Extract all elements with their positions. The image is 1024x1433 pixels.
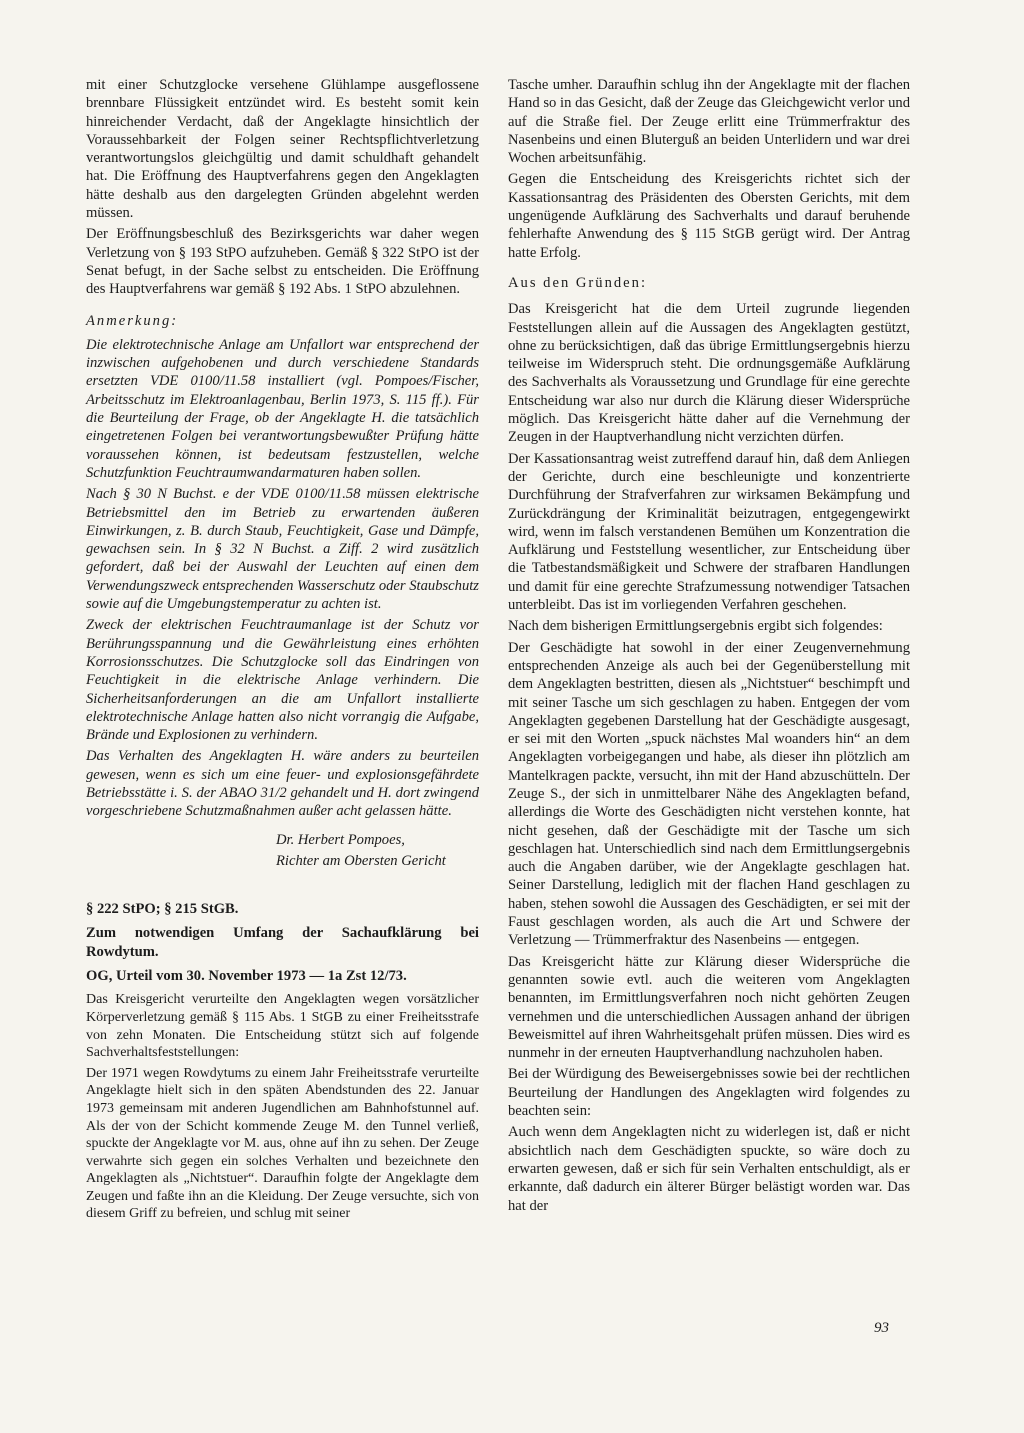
paragraph: Das Kreisgericht verurteilte den Angeklagten wegen vorsätzlicher Körperverletzung gemäß § 115 Abs. 1 StGB zu einer Freiheitsstrafe von zehn Monaten. Die Entscheidung stützt sich auf folgende Sachverhaltsfeststellungen:	[86, 992, 479, 1061]
right-column	[508, 76, 910, 1218]
paragraph: Der Geschädigte hat sowohl in der einer Zeugenvernehmung entsprechenden Anzeige als auch bei der Gegenüberstellung mit dem Angeklagten bestritten, diesen als „Nichtstuer“ beschimpft und mit seiner Tasche um sich geschlagen zu haben. Entgegen der vom Angeklagten gegebenen Darstellung hat der Geschädigte ausgesagt, er sei mit den Worten „spuck nächstes Mal woanders hin“ an dem Angeklagten vorbeigegangen und habe, als dieser ihn plötzlich am Mantelkragen packte, versucht, ihn mit der Hand abzuschütteln. Der Zeuge S., der sich in unmittelbarer Nähe des Angeklagten befand, allerdings die Worte des Geschädigten nicht verstehen konnte, hat nicht gesehen, daß der Geschädigte mit der Tasche um sich geschlagen hat. Unterschiedlich sind nach dem Ermittlungsergebnis auch die Angaben darüber, wie der Angeklagte geschlagen hat. Seiner Darstellung, lediglich mit der flachen Hand geschlagen zu haben, stehen sowohl die Aussagen des Geschädigten, er sei mit der Faust geschlagen worden, als auch die Art und Schwere der Verletzung — Trümmerfraktur des Nasenbeins — entgegen.	[508, 639, 910, 949]
left-column	[86, 76, 479, 1226]
reasons-heading: Aus den Gründen:	[508, 274, 648, 291]
annotation-paragraph: Die elektrotechnische Anlage am Unfallort war entsprechend der inzwischen aufgehobenen und durch verschiedene Standards ersetzten VDE 0100/11.58 installiert (vgl. Pompoes/Fischer, Arbeitsschutz im Elektroanlagenbau, Berlin 1973, S. 115 ff.). Für die Beurteilung der Frage, ob der Angeklagte H. die tatsächlich eingetretenen Folgen bei verantwortungsbewußter Prüfung hätte voraussehen können, ist bedeutsam festzustellen, welche Schutzfunktion Feuchtraumwandarmaturen haben sollen.	[86, 336, 479, 481]
paragraph: Auch wenn dem Angeklagten nicht zu widerlegen ist, daß er nicht absichtlich nach dem Geschädigten spuckte, so wäre doch zu erwarten gewesen, daß er sich für sein Verhalten entschuldigt, als er erkannte, daß dadurch ein älterer Bürger belästigt worden war. Das hat der	[508, 1124, 910, 1214]
paragraph: Bei der Würdigung des Beweisergebnisses sowie bei der rechtlichen Beurteilung der Handlungen des Angeklagten wird folgendes zu beachten sein:	[508, 1066, 910, 1120]
case-title: Zum notwendigen Umfang der Sachaufklärung bei Rowdytum.	[86, 925, 479, 960]
paragraph: Nach dem bisherigen Ermittlungsergebnis ergibt sich folgendes:	[508, 618, 883, 635]
paragraph: Der 1971 wegen Rowdytums zu einem Jahr Freiheitsstrafe verurteilte Angeklagte hielt sich in den späten Abendstunden des 22. Januar 1973 gemeinsam mit anderen Jugendlichen am Bahnhofstunnel auf. Als der von der Schicht kommende Zeuge M. den Tunnel verließ, spuckte der Angeklagte vor M. aus, ohne auf ihn zu sehen. Der Zeuge verwahrte sich gegen ein solches Verhalten und bezeichnete den Angeklagten als „Nichtstuer“. Daraufhin folgte der Angeklagte dem Zeugen und faßte ihn an die Kleidung. Der Zeuge versuchte, sich von diesem Griff zu befreien, und schlug mit seiner	[86, 1065, 479, 1222]
signature-title: Richter am Obersten Gericht	[276, 852, 446, 869]
paragraph: Das Kreisgericht hätte zur Klärung dieser Widersprüche die genannten sowie evtl. auch die weiteren vom Angeklagten benannten, im Ermittlungsverfahren noch nicht gehörten Zeugen vernehmen und die unterschiedlichen Aussagen anhand der übrigen Beweismittel auf ihren Wahrheitsgehalt prüfen müssen. Dies wird es nunmehr in der erneuten Hauptverhandlung nachzuholen haben.	[508, 953, 910, 1062]
paragraph: Das Kreisgericht hat die dem Urteil zugrunde liegenden Feststellungen allein auf die Aussagen des Angeklagten gestützt, ohne zu berücksichtigen, daß das übrige Ermittlungsergebnis hierzu teilweise im Widerspruch steht. Die ordnungsgemäße Aufklärung des Sachverhalts als Voraussetzung und Grundlage für eine gerechte Entscheidung war also nur durch die Klärung dieser Widersprüche möglich. Das Kreisgericht hätte daher auf die Vernehmung der Zeugen in der Hauptverhandlung nicht verzichten dürfen.	[508, 301, 910, 446]
annotation-paragraph: Nach § 30 N Buchst. e der VDE 0100/11.58 müssen elektrische Betriebsmittel den im Betrieb zu erwartenden äußeren Einwirkungen, z. B. durch Staub, Feuchtigkeit, Gase und Dämpfe, gewachsen sein. In § 32 N Buchst. a Ziff. 2 wird zusätzlich gefordert, daß bei der Auswahl der Leuchten auf einen dem Verwendungszweck entsprechenden Wasserschutz oder Staubschutz sowie auf die Umgebungstemperatur zu achten ist.	[86, 486, 479, 613]
paragraph: Der Eröffnungsbeschluß des Bezirksgerichts war daher wegen Verletzung von § 193 StPO aufzuheben. Gemäß § 322 StPO ist der Senat befugt, in der Sache selbst zu entscheiden. Die Eröffnung des Hauptverfahrens war gemäß § 192 Abs. 1 StPO abzulehnen.	[86, 226, 479, 298]
paragraph: Gegen die Entscheidung des Kreisgerichts richtet sich der Kassationsantrag des Präsidenten des Obersten Gerichts, mit dem ungenügende Aufklärung des Sachverhalts und darauf beruhende fehlerhafte Anwendung des § 115 StGB gerügt wird. Der Antrag hatte Erfolg.	[508, 171, 910, 261]
annotation-paragraph: Zweck der elektrischen Feuchtraumanlage ist der Schutz vor Berührungsspannung und die Gewährleistung eines erhöhten Korrosionsschutzes. Die Schutzglocke soll das Eindringen von Feuchtigkeit in die elektrische Anlage verhindern. Die Sicherheitsanforderungen an die am Unfallort installierte elektrotechnische Anlage hatten also nicht vorrangig die Aufgabe, Brände und Explosionen zu verhindern.	[86, 617, 479, 744]
paragraph: Tasche umher. Daraufhin schlug ihn der Angeklagte mit der flachen Hand so in das Gesicht, daß der Zeuge das Gleichgewicht verlor und auf die Straße fiel. Der Zeuge erlitt eine Trümmerfraktur des Nasenbeins und einen Bluterguß an beiden Unterlidern und war drei Wochen arbeitsunfähig.	[508, 77, 910, 167]
paragraph: mit einer Schutzglocke versehene Glühlampe ausgeflossene brennbare Flüssigkeit entzündet wird. Es besteht somit kein hinreichender Verdacht, daß der Angeklagte hinsichtlich der Voraussehbarkeit der Folgen seiner Rechtspflichtverletzung verantwortungslos gleichgültig und damit schuldhaft gehandelt hat. Die Eröffnung des Hauptverfahrens gegen den Angeklagten hätte deshalb aus den dargelegten Gründen abgelehnt werden müssen.	[86, 77, 479, 222]
paragraph: Der Kassationsantrag weist zutreffend darauf hin, daß dem Anliegen der Gerichte, durch eine beschleunigte und konzentrierte Durchführung der Strafverfahren zur wirksamen Bekämpfung und Zurückdrängung der Kriminalität beizutragen, entgegengewirkt wird, wenn im falsch verstandenen Bemühen um Konzentration die Aufklärung und Feststellung wesentlicher, zur Entscheidung über die Tatbestandsmäßigkeit und Schwere der strafbaren Handlungen und damit für eine gerechte Strafzumessung notwendiger Tatsachen unterbleibt. Das ist im vorliegenden Verfahren geschehen.	[508, 450, 910, 614]
signature-name: Dr. Herbert Pompoes,	[276, 831, 405, 848]
case-citation: § 222 StPO; § 215 StGB.	[86, 901, 239, 918]
annotation-paragraph: Das Verhalten des Angeklagten H. wäre anders zu beurteilen gewesen, wenn es sich um eine feuer- und explosionsgefährdete Betriebsstätte i. S. der ABAO 31/2 gehandelt und H. dort zwingend vorgeschriebene Schutzmaßnahmen außer acht gelassen hätte.	[86, 748, 479, 820]
annotation-heading: Anmerkung:	[86, 312, 179, 329]
page-number: 93	[874, 1320, 889, 1336]
case-judgment: OG, Urteil vom 30. November 1973 — 1a Zst 12/73.	[86, 968, 407, 985]
